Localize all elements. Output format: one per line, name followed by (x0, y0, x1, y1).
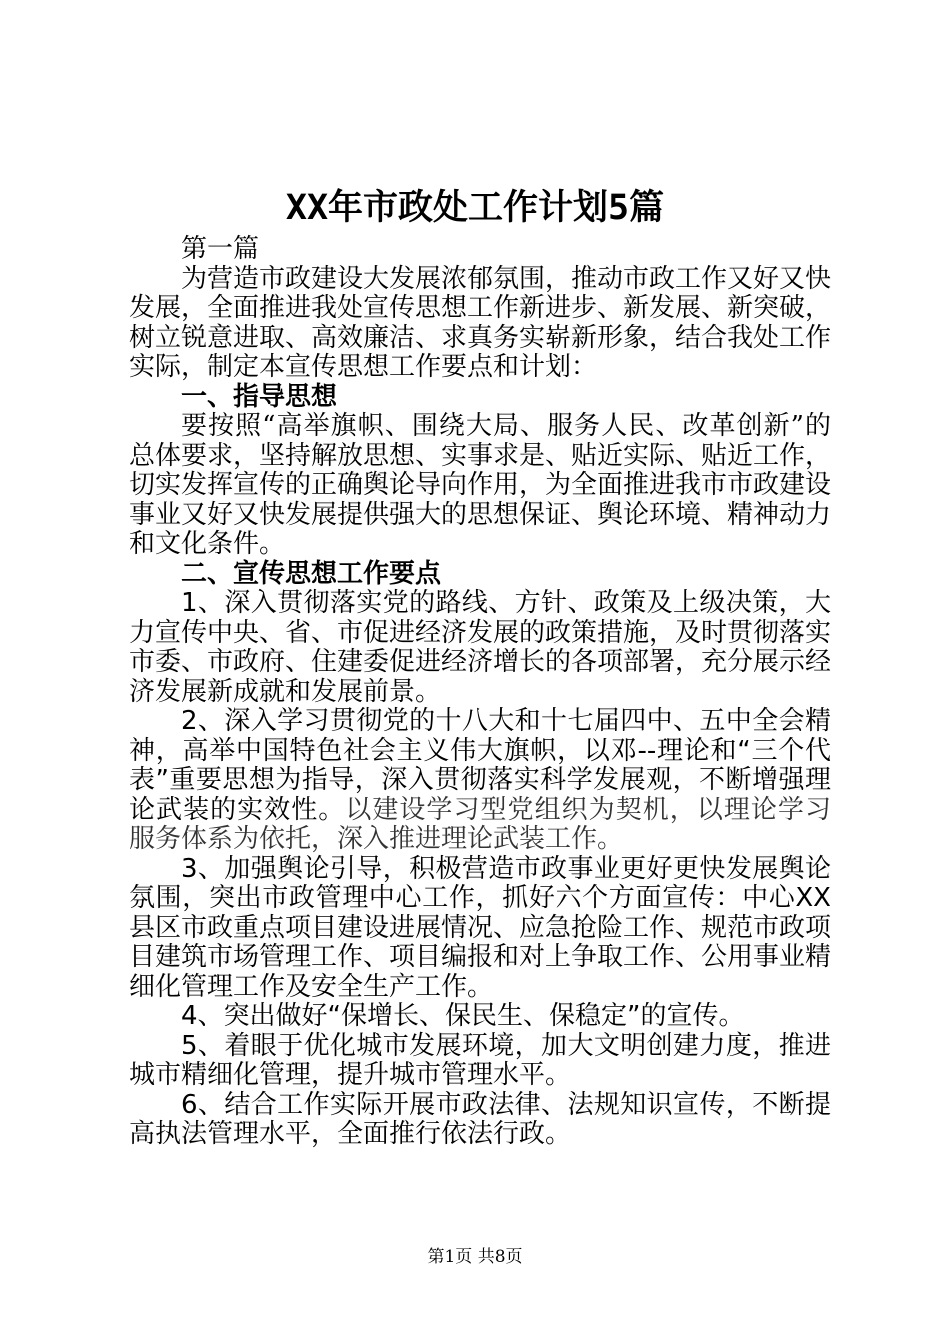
page-footer: 第1页 共8页 (427, 1247, 523, 1267)
point-1-paragraph: 1、深入贯彻落实党的路线、方针、政策及上级决策，大力宣传中央、省、市促进经济发展的政策措施，及时贯彻落实市委、市政府、住建委促进经济增长的各项部署，充分展示经济发展新成就和发展前景。 (129, 588, 832, 707)
intro-paragraph: 为营造市政建设大发展浓郁氛围，推动市政工作又好又快发展，全面推进我处宣传思想工作新进步、新发展、新突破，树立锐意进取、高效廉洁、求真务实崭新形象，结合我处工作实际，制定本宣传思想工作要点和计划： (129, 263, 832, 382)
point-3-paragraph: 3、加强舆论引导，积极营造市政事业更好更快发展舆论氛围，突出市政管理中心工作，抓好六个方面宣传：中心XX县区市政重点项目建设进展情况、应急抢险工作、规范市政项目建筑市场管理工作、项目编报和对上争取工作、公用事业精细化管理工作及安全生产工作。 (129, 853, 832, 1002)
heading-key-points: 二、宣传思想工作要点 (181, 558, 442, 589)
guiding-paragraph: 要按照“高举旗帜、围绕大局、服务人民、改革创新”的总体要求，坚持解放思想、实事求是、贴近实际、贴近工作，切实发挥宣传的正确舆论导向作用，为全面推进我市市政建设事业又好又快发展提供强大的思想保证、舆论环境、精神动力和文化条件。 (129, 411, 832, 559)
section-label: 第一篇 (181, 234, 260, 264)
point-4-paragraph: 4、突出做好“保增长、保民生、保稳定”的宣传。 (181, 1001, 745, 1031)
document-title: XX年市政处工作计划5篇 (285, 188, 665, 228)
point-2-main-text: 2、深入学习贯彻党的十八大和十七届四中、五中全会精神，高举中国特色社会主义伟大旗帜，以邓--理论和“三个代表”重要思想为指导，深入贯彻落实科学发展观，不断增强理论武装的实效性。 (129, 706, 831, 825)
document-body (129, 235, 831, 1150)
point-2-paragraph (129, 707, 831, 855)
point-2-continuation-text: 以建设学习型党组织为契机，以理论学习服务体系为依托，深入推进理论武装工作。 (129, 794, 831, 854)
point-6-paragraph: 6、结合工作实际开展市政法律、法规知识宣传，不断提高执法管理水平，全面推行依法行政。 (129, 1089, 831, 1149)
point-5-paragraph: 5、着眼于优化城市发展环境，加大文明创建力度，推进城市精细化管理，提升城市管理水平。 (129, 1030, 831, 1090)
heading-guiding-ideology: 一、指导思想 (181, 381, 338, 412)
